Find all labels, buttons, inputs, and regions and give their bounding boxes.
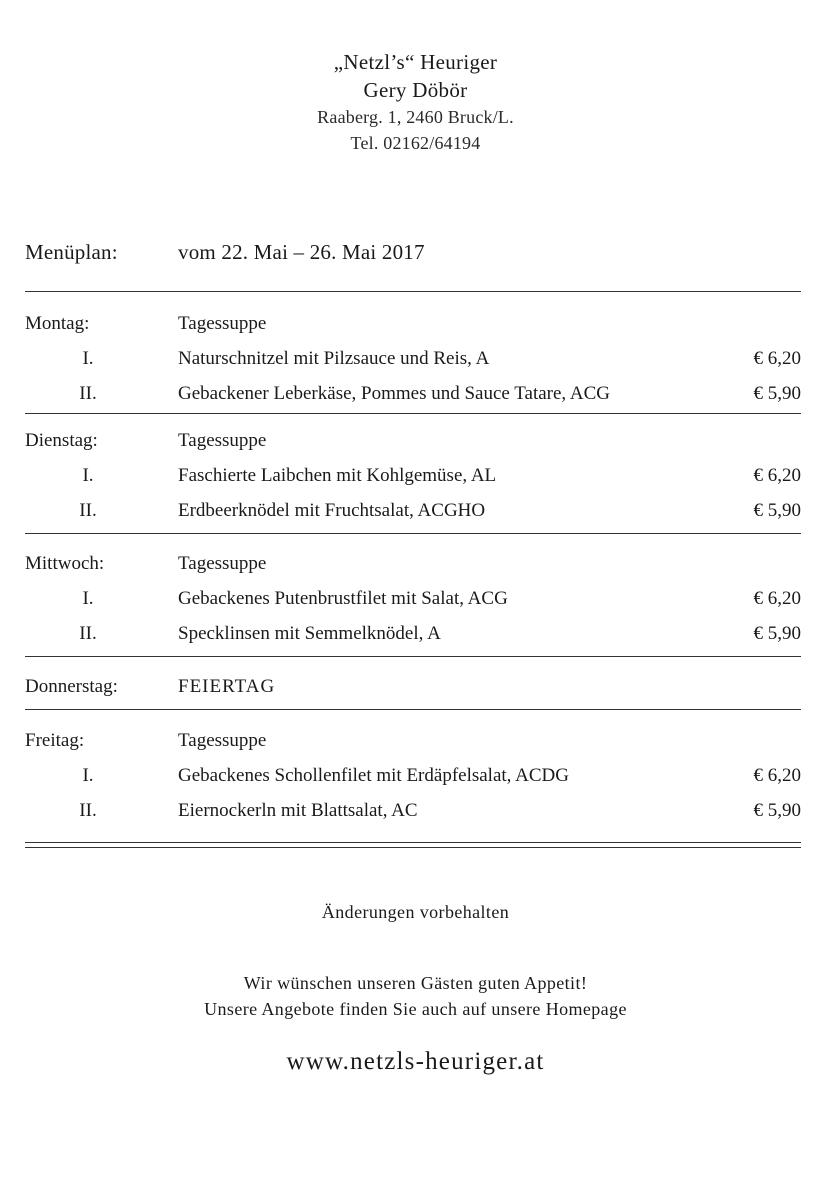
footer-note-wrap [0, 902, 831, 923]
divider [25, 847, 801, 848]
dish-price: € 6,20 [753, 588, 801, 609]
menu-date-range: vom 22. Mai – 26. Mai 2017 [178, 240, 425, 264]
menu-item-row [25, 585, 801, 620]
dish-name: Faschierte Laibchen mit Kohlgemüse, AL [178, 465, 497, 486]
address: Raaberg. 1, 2460 Bruck/L. [317, 107, 514, 127]
dish-name: Naturschnitzel mit Pilzsauce und Reis, A [178, 348, 490, 369]
dish-price: € 5,90 [753, 800, 801, 821]
holiday-label: FEIERTAG [178, 676, 276, 697]
dish-name: Gebackenes Putenbrustfilet mit Salat, ACG [178, 588, 508, 609]
item-number: II. [79, 383, 97, 404]
soup-label: Tagessuppe [178, 553, 267, 574]
restaurant-name: „Netzl’s“ Heuriger [333, 50, 498, 74]
divider [25, 842, 801, 843]
item-number: II. [79, 623, 97, 644]
menu-label: Menüplan: [25, 240, 118, 264]
dish-name: Specklinsen mit Semmelknödel, A [178, 623, 441, 644]
divider [25, 656, 801, 657]
dish-name: Erdbeerknödel mit Fruchtsalat, ACGHO [178, 500, 486, 521]
soup-row [25, 550, 801, 585]
item-number: I. [82, 588, 94, 609]
day-label: Dienstag: [25, 430, 98, 451]
item-number: I. [82, 465, 94, 486]
dish-price: € 6,20 [753, 465, 801, 486]
phone-number: Tel. 02162/64194 [350, 133, 481, 153]
appetite-wish: Wir wünschen unseren Gästen guten Appetit! [243, 973, 588, 993]
menu-item-row [25, 797, 801, 832]
dish-price: € 5,90 [753, 623, 801, 644]
item-number: I. [82, 348, 94, 369]
divider [25, 709, 801, 710]
soup-row [25, 310, 801, 345]
day-block-monday [25, 310, 801, 415]
dish-price: € 6,20 [753, 765, 801, 786]
day-block-thursday [25, 673, 801, 708]
menu-item-row [25, 762, 801, 797]
divider [25, 413, 801, 414]
item-number: II. [79, 800, 97, 821]
changes-note: Änderungen vorbehalten [321, 902, 510, 922]
footer-website [0, 1048, 831, 1076]
menu-item-row [25, 380, 801, 415]
item-number: II. [79, 500, 97, 521]
holiday-row [25, 673, 801, 708]
menu-item-row [25, 345, 801, 380]
soup-label: Tagessuppe [178, 313, 267, 334]
dish-price: € 5,90 [753, 500, 801, 521]
dish-price: € 5,90 [753, 383, 801, 404]
day-block-wednesday [25, 550, 801, 655]
soup-label: Tagessuppe [178, 730, 267, 751]
soup-label: Tagessuppe [178, 430, 267, 451]
soup-row [25, 727, 801, 762]
day-block-tuesday [25, 427, 801, 532]
restaurant-header [0, 48, 831, 156]
divider [25, 533, 801, 534]
day-label: Freitag: [25, 730, 85, 751]
day-label: Donnerstag: [25, 676, 118, 697]
menu-item-row [25, 620, 801, 655]
dish-name: Gebackenes Schollenfilet mit Erdäpfelsalat, ACDG [178, 765, 569, 786]
item-number: I. [82, 765, 94, 786]
day-label: Montag: [25, 313, 90, 334]
day-block-friday [25, 727, 801, 832]
dish-price: € 6,20 [753, 348, 801, 369]
footer-wishes [0, 970, 831, 1022]
dish-name: Eiernockerln mit Blattsalat, AC [178, 800, 418, 821]
divider [25, 291, 801, 292]
menu-item-row [25, 462, 801, 497]
soup-row [25, 427, 801, 462]
homepage-promo: Unsere Angebote finden Sie auch auf unsere Homepage [204, 999, 627, 1019]
day-label: Mittwoch: [25, 553, 105, 574]
menu-item-row [25, 497, 801, 532]
dish-name: Gebackener Leberkäse, Pommes und Sauce Tatare, ACG [178, 383, 610, 404]
website-link[interactable]: www.netzls-heuriger.at [286, 1048, 545, 1075]
owner-name: Gery Döbör [363, 78, 468, 102]
